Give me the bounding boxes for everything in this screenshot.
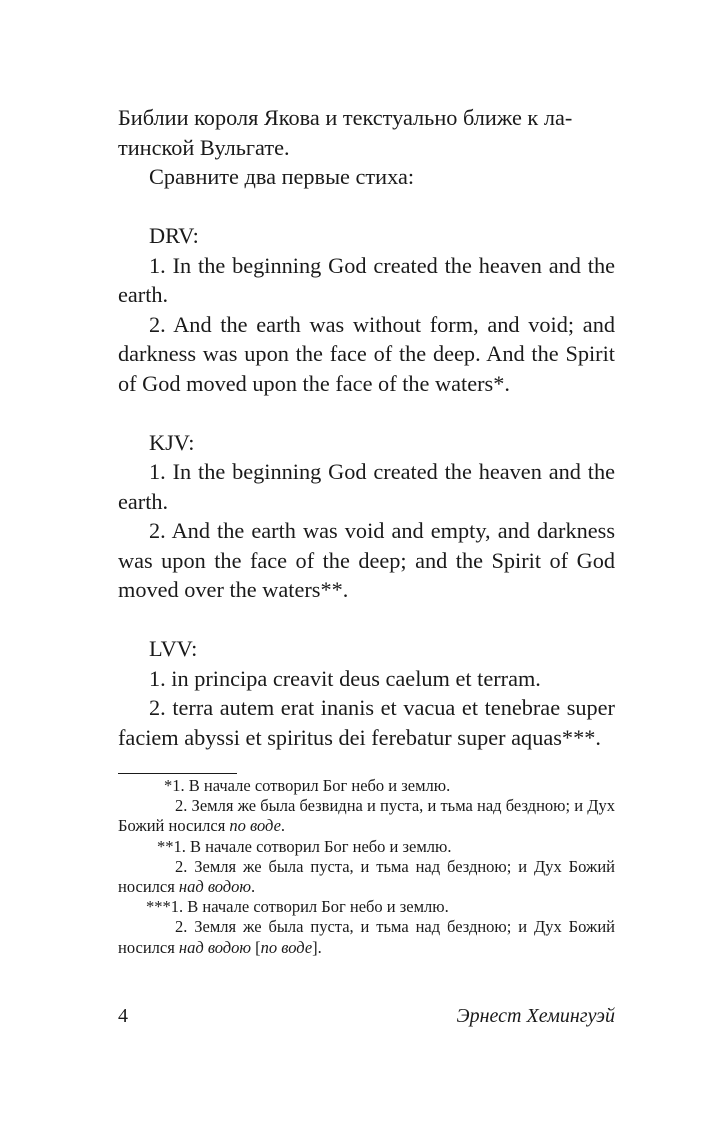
- lvv-verse-1: 1. in principa creavit deus caelum et terram.: [149, 665, 541, 691]
- kjv-verse-2: 2. And the earth was void and empty, and darkness was upon the face of the deep; and the Spirit of God moved over the waters**.: [118, 518, 615, 602]
- footnote-1-line-1: [118, 776, 615, 796]
- blank-line: [118, 398, 615, 428]
- footnote-text: 2. Земля же была безвидна и пуста, и тьма над бездною; и Дух Божий носился: [118, 796, 615, 836]
- paragraph-intro: [118, 103, 615, 162]
- footnote-3-line-1: [118, 897, 615, 917]
- footnote-emphasis: над водою: [178, 877, 252, 897]
- footnote-text: .: [280, 816, 286, 836]
- drv-verse-2: 2. And the earth was without form, and void; and darkness was upon the face of the deep. And the Spirit of God moved upon the face of the waters*.: [118, 311, 615, 396]
- footnote-text: 1. В начале сотворил Бог небо и землю.: [173, 836, 452, 856]
- footnote-emphasis: по воде: [229, 816, 281, 836]
- footnote-text: 1. В начале сотворил Бог небо и землю.: [170, 897, 449, 917]
- main-text: [118, 103, 615, 752]
- footnote-text: ].: [312, 937, 322, 957]
- footnote-text: [: [251, 937, 261, 957]
- footnote-text: 2. Земля же была пуста, и тьма над бездною; и Дух Божий носился: [118, 856, 615, 897]
- drv-verse-1: 1. In the beginning God created the heaven and the earth.: [118, 252, 615, 307]
- blank-line: [118, 605, 615, 635]
- lvv-verse-2: 2. terra autem erat inanis et vacua et tenebrae super faciem abyssi et spiritus dei ferebatur super aquas***.: [118, 695, 615, 750]
- text-line: тинской Вульгате.: [118, 134, 290, 160]
- footnote-marker: *: [164, 776, 173, 795]
- footnote-2-line-2: [118, 857, 615, 897]
- footnote-emphasis: над водою: [178, 937, 252, 957]
- footnotes: [118, 776, 615, 958]
- drv-label: DRV:: [149, 223, 199, 248]
- paragraph-compare: Сравните два первые стиха:: [149, 164, 415, 189]
- page-number: 4: [118, 1005, 128, 1027]
- footnote-text: 1. В начале сотворил Бог небо и землю.: [172, 776, 451, 795]
- footnote-marker: **: [157, 836, 174, 856]
- lvv-label: LVV:: [149, 636, 198, 661]
- text-line: Библии короля Якова и текстуально ближе к ла-: [118, 105, 573, 130]
- footnote-divider: [118, 773, 237, 774]
- blank-line: [118, 192, 615, 222]
- kjv-verse-1: 1. In the beginning God created the heaven and the earth.: [118, 459, 615, 514]
- footnote-2-line-1: [118, 837, 615, 857]
- running-footer-author: Эрнест Хемингуэй: [456, 1005, 615, 1027]
- kjv-label: KJV:: [149, 429, 195, 455]
- footnote-emphasis: по воде: [260, 937, 313, 957]
- footnote-marker: ***: [146, 897, 171, 917]
- footnote-1-line-2: [118, 796, 615, 836]
- footnote-3-line-2: [118, 917, 615, 957]
- footnote-text: .: [251, 877, 256, 897]
- footnote-text: 2. Земля же была пуста, и тьма над бездною; и Дух Божий носился: [118, 917, 615, 957]
